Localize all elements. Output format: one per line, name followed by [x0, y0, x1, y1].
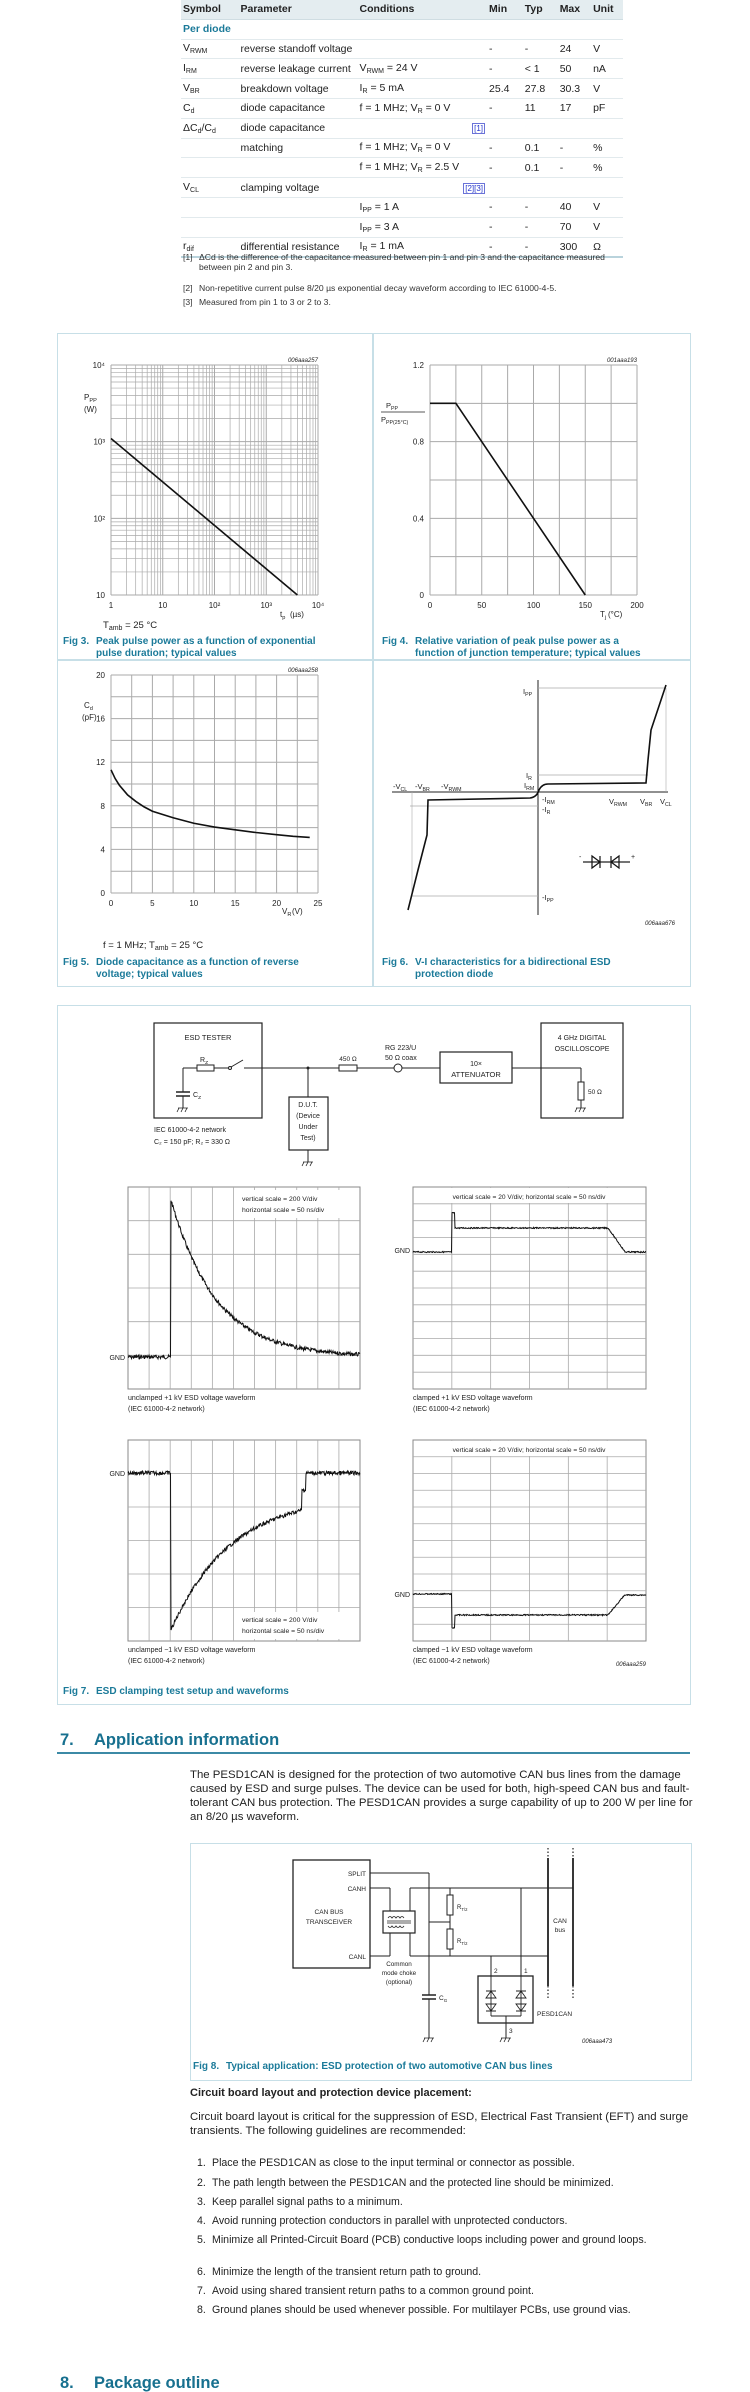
oscilloscope-label: OSCILLOSCOPE: [554, 1046, 610, 1053]
fig6-label-ipp: $I_{PP}$: [523, 687, 533, 698]
footnote-text: Measured from pin 1 to 3 or 2 to 3.: [199, 297, 331, 307]
condition: = 1 A: [371, 200, 399, 213]
fig5-y-tick: 0: [100, 889, 105, 898]
canh-pin-label: CANH: [347, 1886, 366, 1893]
parameter-cell: clamping voltage: [238, 178, 357, 198]
fig3-y-label: $P_{PP}$: [84, 393, 97, 404]
unit-cell: V: [591, 39, 623, 59]
list-number: 2.: [197, 2177, 206, 2189]
symbol-subscript: d: [197, 127, 202, 135]
waveform-caption: clamped +1 kV ESD voltage waveform: [413, 1395, 533, 1402]
list-item: [197, 2304, 692, 2317]
fig4-y-label-numerator-subscript: PP: [391, 406, 399, 412]
unit-cell: %: [591, 158, 623, 178]
esd-tester-label: ESD TESTER: [184, 1033, 232, 1042]
fig3-y-tick: 10³: [93, 437, 105, 447]
symbol: I: [183, 62, 186, 75]
fig6-label-ipp-subscript: PP: [525, 692, 533, 698]
min-cell: 25.4: [487, 79, 523, 99]
fig6-label-irm: $I_{RM}$: [524, 781, 535, 792]
waveform-caption: (IEC 61000-4-2 network): [128, 1658, 205, 1665]
fig3-y-label-subscript: PP: [89, 398, 97, 404]
min-cell: -: [487, 197, 523, 217]
fig4-x-tick: 200: [630, 601, 644, 610]
fig5-x-label-subscript: R: [287, 912, 292, 918]
list-number: 3.: [197, 2196, 206, 2208]
choke-label: (optional): [385, 1979, 413, 1986]
can-bus-label: bus: [554, 1927, 566, 1934]
min-cell: -: [487, 158, 523, 178]
fig6-caption: Fig 6. V-I characteristics for a bidirectional ESD protection diode: [382, 957, 611, 980]
max-cell: 50: [558, 59, 591, 79]
diode-icon-plus-label: +: [631, 854, 636, 861]
fig6-label-vbr-subscript: BR: [645, 802, 653, 808]
oscilloscope-label: 4 GHz DIGITAL: [557, 1035, 607, 1042]
list-text: Avoid running protection conductors in parallel with unprotected conductors.: [212, 2215, 568, 2227]
gnd-label: GND: [109, 1355, 125, 1362]
can-bus-label: CAN: [553, 1918, 567, 1925]
fig6-label-ir: $I_R$: [526, 771, 532, 782]
transceiver-label: TRANSCEIVER: [305, 1919, 353, 1926]
list-number: 1.: [197, 2157, 206, 2169]
ground-symbol: [177, 1108, 188, 1112]
layout-heading: Circuit board layout and protection device placement:: [190, 2087, 472, 2099]
ground-symbol: [423, 2038, 434, 2042]
horizontal-scale-label: horizontal scale = 50 ns/div: [242, 1628, 325, 1635]
fig4-x-unit: (°C): [608, 610, 623, 619]
footnote-text: ΔCd is the difference of the capacitance measured between pin 1 and pin 3 and the capacitance measured: [199, 252, 605, 262]
symbol-subscript: RWM: [190, 48, 208, 56]
rt-resistor-bottom: [447, 1929, 453, 1949]
list-text: Keep parallel signal paths to a minimum.: [212, 2196, 403, 2208]
waveform-caption: (IEC 61000-4-2 network): [128, 1406, 205, 1413]
attenuator-label: 10×: [470, 1061, 482, 1068]
unit-cell: V: [591, 217, 623, 237]
pin2-label: 2: [494, 1968, 498, 1975]
fig5-x-tick: 15: [230, 899, 240, 908]
fig5-y-tick: 8: [100, 801, 105, 811]
list-text: The path length between the PESD1CAN and the protected line should be minimized.: [212, 2177, 614, 2189]
rt-resistor-top: [447, 1895, 453, 1915]
footnote-number: [3]: [183, 297, 193, 307]
fig5-y-unit: (pF): [82, 713, 97, 722]
fig3-y-tick: 10⁴: [92, 361, 105, 370]
list-number: 8.: [197, 2304, 206, 2316]
fig6-label-nvcl: $-V_{CL}$: [393, 782, 408, 793]
scale-label: vertical scale = 20 V/div; horizontal scale = 50 ns/div: [452, 1194, 606, 1201]
horizontal-scale-label: horizontal scale = 50 ns/div: [242, 1207, 325, 1214]
waveform-caption: (IEC 61000-4-2 network): [413, 1658, 490, 1665]
device-label: PESD1CAN: [537, 2011, 573, 2018]
parameter-cell: reverse leakage current: [238, 59, 357, 79]
fig3-y-tick: 10: [96, 591, 105, 600]
dut-label: Under: [298, 1124, 318, 1131]
rz-label-subscript: Z: [205, 1061, 209, 1066]
pin1-label: 1: [524, 1968, 528, 1975]
unit-cell: pF: [591, 98, 623, 118]
typ-cell: 0.1: [523, 138, 558, 158]
max-cell: -: [558, 158, 591, 178]
common-mode-choke: [383, 1911, 415, 1933]
waveform-caption: (IEC 61000-4-2 network): [413, 1406, 490, 1413]
gnd-label: GND: [394, 1592, 410, 1599]
condition: I: [359, 82, 363, 95]
fig4-y-tick: 0: [419, 591, 424, 600]
waveform-caption: unclamped −1 kV ESD voltage waveform: [128, 1647, 256, 1654]
fig5-x-tick: 20: [272, 899, 282, 908]
list-text: Minimize the length of the transient return path to ground.: [212, 2266, 482, 2278]
dut-label: D.U.T.: [298, 1102, 318, 1109]
fig3-x-tick: 10⁴: [311, 601, 325, 610]
fig3-series-line: [111, 438, 297, 595]
fig4-code: 001aaa193: [606, 358, 637, 364]
section-8-heading: 8. Package outline: [60, 2374, 220, 2392]
typ-cell: -: [523, 237, 558, 257]
condition: = 0 V: [422, 141, 451, 154]
fig6-label-vbr: $V_{BR}$: [640, 797, 653, 808]
fig3-x-unit: (µs): [290, 610, 304, 619]
min-cell: -: [487, 217, 523, 237]
resistor-450-label: 450 Ω: [339, 1056, 357, 1063]
resistor-50-label: 50 Ω: [588, 1089, 602, 1096]
fig6-label-vrwm-subscript: RWM: [614, 802, 628, 808]
fig3-condition: $T_{amb} = 25$ °C: [103, 620, 158, 632]
column-header: Unit: [591, 0, 623, 19]
rz-label: $R_Z$: [200, 1057, 209, 1066]
fig6-iv-curve: [408, 685, 666, 910]
fig4-x-label-subscript: j: [604, 615, 607, 621]
parameter-cell: diode capacitance: [238, 118, 357, 138]
diode-icon-minus-label: -: [579, 854, 582, 861]
min-cell: -: [487, 237, 523, 257]
column-header: Conditions: [358, 0, 487, 19]
condition-subscript: R: [362, 246, 368, 254]
condition: f = 1 MHz; V: [359, 141, 418, 154]
split-pin-label: SPLIT: [347, 1871, 366, 1878]
symbol: C: [183, 101, 191, 114]
condition: I: [359, 200, 363, 213]
fig5-x-label: $V_R$: [282, 907, 292, 918]
waveform-caption: unclamped +1 kV ESD voltage waveform: [128, 1395, 256, 1402]
section-7-heading: 7. Application information: [60, 1731, 280, 1749]
fig5-caption: Fig 5. Diode capacitance as a function of reverse voltage; typical values: [63, 957, 299, 980]
typ-cell: -: [523, 197, 558, 217]
fig8-caption: Fig 8. Typical application: ESD protection of two automotive CAN bus lines: [193, 2061, 553, 2072]
unit-cell: V: [591, 197, 623, 217]
coax-symbol: [394, 1064, 402, 1072]
layout-paragraph: Circuit board layout is critical for the suppression of ESD, Electrical Fast Transient (EFT) and surge transients. The following guidelines are recommended:: [190, 2111, 689, 2137]
fig6-label-nirm-subscript: RM: [546, 800, 555, 806]
parameter-cell: diode capacitance: [238, 98, 357, 118]
condition: f = 1 MHz; V: [359, 161, 418, 174]
condition: = 0 V: [422, 101, 451, 114]
max-cell: -: [558, 138, 591, 158]
fig6-label-nirm: $-I_{RM}$: [542, 795, 555, 806]
unit-cell: %: [591, 138, 623, 158]
section-label: Per diode: [181, 19, 623, 39]
min-cell: -: [487, 39, 523, 59]
condition-subscript: R: [417, 167, 423, 175]
max-cell: 30.3: [558, 79, 591, 99]
list-item: [197, 2177, 692, 2190]
symbol-subscript: dif: [186, 246, 194, 254]
application-paragraph: The PESD1CAN is designed for the protection of two automotive CAN bus lines from the damage caused by ESD and surge pulses. The device can be used for both, high-speed CAN bus and fault-tolerant CAN bus protection. The PESD1CAN provides a surge capability of up to 200 W per line for an 8/20 µs waveform.: [190, 1769, 693, 1823]
fig5-x-unit: (V): [292, 907, 303, 916]
max-cell: 24: [558, 39, 591, 59]
min-cell: -: [487, 138, 523, 158]
condition: = 24 V: [383, 62, 418, 75]
vertical-scale-label: vertical scale = 200 V/div: [242, 1617, 318, 1624]
max-cell: 300: [558, 237, 591, 257]
condition: f = 1 MHz; V: [359, 101, 418, 114]
fig6-label-vcl-subscript: CL: [665, 802, 672, 808]
fig6-label-nvrwm-subscript: RWM: [448, 787, 462, 793]
unit-cell: V: [591, 79, 623, 99]
fig6-label-nvbr: $-V_{BR}$: [415, 782, 430, 793]
fig3-x-tick: 10²: [208, 601, 221, 610]
pin3-label: 3: [509, 2028, 513, 2035]
footnote-text: Non-repetitive current pulse 8/20 µs exponential decay waveform according to IEC 61000-4-5.: [199, 283, 557, 293]
symbol: V: [183, 42, 191, 55]
ground-symbol: [302, 1162, 313, 1166]
column-header: Min: [487, 0, 523, 19]
footnote-number: [2]: [183, 283, 193, 293]
fig4-y-tick: 1.2: [412, 361, 424, 370]
condition-subscript: PP: [362, 206, 372, 214]
fig3-code: 006aaa257: [287, 358, 318, 364]
450-ohm-resistor: [339, 1065, 357, 1071]
parameter-cell: reverse standoff voltage: [238, 39, 357, 59]
fig4-y-tick: 0.4: [412, 514, 424, 524]
list-number: 7.: [197, 2285, 206, 2297]
list-item: [197, 2196, 692, 2209]
waveform-caption: clamped −1 kV ESD voltage waveform: [413, 1647, 533, 1654]
list-item: [197, 2285, 692, 2298]
list-number: 5.: [197, 2234, 206, 2246]
fig6-label-ir-subscript: R: [528, 776, 532, 782]
ground-symbol: [575, 1108, 586, 1112]
choke-label: Common: [386, 1961, 412, 1968]
symbol-subscript: CL: [190, 187, 199, 195]
fig4-x-tick: 0: [427, 601, 433, 610]
min-cell: -: [487, 59, 523, 79]
fig4-caption: Fig 4. Relative variation of peak pulse power as a function of junction temperature; typical values: [382, 636, 641, 659]
fig6-label-nipp: $-I_{PP}$: [542, 893, 554, 904]
parameter-cell: breakdown voltage: [238, 79, 357, 99]
fig6-label-irm-subscript: RM: [526, 786, 535, 792]
list-text: Avoid using shared transient return paths to a common ground point.: [212, 2285, 534, 2297]
fig5-x-tick: 10: [189, 899, 199, 908]
section-rule: [57, 1752, 690, 1754]
fig7-caption: Fig 7. ESD clamping test setup and waveforms: [63, 1686, 289, 1697]
fig3-x-label-subscript: p: [282, 615, 286, 621]
symbol: ΔC: [183, 121, 198, 134]
unit-cell: nA: [591, 59, 623, 79]
fig6-label-nvrwm: $-V_{RWM}$: [441, 782, 462, 793]
list-number: 4.: [197, 2215, 206, 2227]
fig5-y-tick: 4: [100, 845, 105, 855]
ground-symbol: [500, 2038, 511, 2042]
fig4-x-tick: 50: [477, 601, 487, 610]
fig3-caption: Fig 3. Peak pulse power as a function of exponential pulse duration; typical values: [63, 636, 316, 659]
fig5-y-label: $C_d$: [84, 701, 93, 712]
scale-label: vertical scale = 20 V/div; horizontal scale = 50 ns/div: [452, 1447, 606, 1454]
typ-cell: 0.1: [523, 158, 558, 178]
cg-label: $C_G$: [439, 1995, 448, 2003]
fig3-x-tick: 1: [108, 601, 114, 610]
fig7-code: 006aaa259: [615, 1662, 646, 1668]
min-cell: -: [487, 98, 523, 118]
condition-subscript: R: [417, 107, 423, 115]
gnd-label: GND: [394, 1248, 410, 1255]
condition: I: [359, 240, 363, 253]
parameter-cell: differential resistance: [238, 237, 357, 257]
attenuator-label: ATTENUATOR: [451, 1070, 501, 1079]
fig3-x-tick: 10³: [260, 601, 273, 610]
fig5-y-label-subscript: d: [89, 706, 93, 712]
typ-cell: -: [523, 217, 558, 237]
list-text: Place the PESD1CAN as close to the input terminal or connector as possible.: [212, 2157, 575, 2169]
fig4-x-tick: 100: [526, 601, 541, 610]
fig5-y-tick: 12: [96, 758, 105, 768]
condition: = 5 mA: [367, 82, 405, 95]
max-cell: 70: [558, 217, 591, 237]
fig4-x-label: $T_j$: [600, 610, 607, 621]
fig6-label-nvbr-subscript: BR: [422, 787, 430, 793]
cz-label-subscript: Z: [198, 1096, 202, 1101]
footnote-ref-link[interactable]: [2][3]: [465, 183, 484, 193]
symbol: V: [183, 181, 191, 194]
fig4-y-tick: 0.8: [412, 437, 424, 447]
column-header: Max: [558, 0, 591, 19]
column-header: Parameter: [238, 0, 357, 19]
list-text: Minimize all Printed-Circuit Board (PCB) conductive loops including power and ground loops.: [212, 2234, 647, 2246]
list-item: [197, 2215, 692, 2228]
fig8-code: 006aaa473: [582, 2039, 613, 2045]
condition-subscript: R: [362, 88, 368, 96]
condition: = 1 mA: [367, 240, 405, 253]
typ-cell: -: [523, 39, 558, 59]
fig5-condition: f = 1 MHz; $T_{amb} = 25$ °C: [103, 940, 204, 952]
rt-label-subscript: T/2: [461, 1941, 468, 1946]
dut-label: (Device: [296, 1113, 320, 1120]
column-header: Typ: [523, 0, 558, 19]
fig4-y-label-denominator-subscript: PP(25°C): [386, 420, 409, 426]
tvs-diode-pair: [486, 1976, 496, 2016]
symbol-subscript: d: [212, 127, 216, 135]
fig3-x-label: $t_p$: [280, 610, 286, 621]
fig6-label-nvcl-subscript: CL: [400, 787, 408, 793]
canl-pin-label: CANL: [348, 1954, 366, 1961]
iec-values-label: C₂ = 150 pF; R₂ = 330 Ω: [154, 1139, 231, 1146]
fig5-x-tick: 25: [313, 899, 323, 908]
typ-cell: 11: [523, 98, 558, 118]
fig5-x-tick: 5: [150, 899, 155, 908]
fig5-y-tick: 16: [96, 714, 105, 724]
footnote-text: between pin 2 and pin 3.: [199, 262, 293, 272]
symbol-subscript: BR: [190, 88, 200, 96]
parameter-cell: matching: [238, 138, 357, 158]
rt-label-subscript: T/2: [461, 1907, 468, 1912]
cz-label: $C_Z$: [193, 1092, 202, 1101]
fig6-label-nir: $-I_R$: [542, 805, 551, 816]
typ-cell: < 1: [523, 59, 558, 79]
switch-blade: [231, 1060, 243, 1067]
symbol-subscript: d: [190, 107, 195, 115]
symbol: r: [183, 240, 187, 253]
choke-label: mode choke: [381, 1970, 417, 1977]
condition: V: [359, 62, 367, 75]
condition: = 3 A: [371, 220, 399, 233]
fig6-label-vrwm: $V_{RWM}$: [609, 797, 628, 808]
rt-label: $R_{T/2}$: [457, 1905, 468, 1912]
list-text: Ground planes should be used whenever possible. For multilayer PCBs, use ground vias.: [212, 2304, 631, 2316]
fig5-x-tick: 0: [108, 899, 114, 908]
fig5-code: 006aaa258: [287, 668, 318, 674]
tvs-diode-pair: [516, 1976, 526, 2016]
typ-cell: 27.8: [523, 79, 558, 99]
vertical-scale-label: vertical scale = 200 V/div: [242, 1196, 318, 1203]
fig4-y-label-numerator: $P_{PP}$: [386, 401, 399, 412]
dut-label: Test): [300, 1135, 316, 1142]
rt-label: $R_{T/2}$: [457, 1939, 468, 1946]
fig3-y-unit: (W): [84, 405, 97, 414]
column-header: Symbol: [181, 0, 238, 19]
condition: I: [359, 220, 363, 233]
cg-label-subscript: G: [443, 1998, 448, 2003]
footnote-ref-link[interactable]: [1]: [474, 124, 484, 134]
symbol: V: [183, 82, 191, 95]
condition: = 2.5 V: [422, 161, 460, 174]
fig4-x-tick: 150: [578, 601, 592, 610]
list-item: [197, 2157, 692, 2170]
fig3-x-tick: 10: [158, 601, 168, 610]
gnd-label: GND: [109, 1471, 125, 1478]
transceiver-label: CAN BUS: [314, 1909, 344, 1916]
fig3-y-tick: 10²: [93, 514, 105, 524]
max-cell: 17: [558, 98, 591, 118]
bidirectional-diode-icon: [583, 856, 630, 868]
symbol-subscript: RM: [185, 68, 197, 76]
list-item: [197, 2266, 692, 2279]
condition-subscript: R: [417, 147, 423, 155]
fig6-label-nipp-subscript: PP: [546, 898, 554, 904]
fig6-label-nir-subscript: R: [546, 810, 551, 816]
symbol: /C: [201, 121, 213, 134]
footnote-number: [1]: [183, 252, 193, 262]
coax-label: RG 223/U: [385, 1045, 417, 1052]
condition-subscript: RWM: [366, 68, 384, 76]
fig6-label-vcl: $V_{CL}$: [660, 797, 672, 808]
list-number: 6.: [197, 2266, 206, 2278]
max-cell: 40: [558, 197, 591, 217]
condition-subscript: PP: [362, 226, 372, 234]
unit-cell: Ω: [591, 237, 623, 257]
fig5-y-tick: 20: [96, 671, 105, 680]
fig6-code: 006aaa676: [644, 921, 675, 927]
50-ohm-resistor: [578, 1082, 584, 1100]
list-item: [197, 2234, 692, 2247]
iec-network-label: IEC 61000-4-2 network: [154, 1127, 226, 1134]
coax-label: 50 Ω coax: [385, 1055, 417, 1062]
fig4-y-label-denominator: $P_{PP(25^\circ C)}$: [381, 415, 409, 426]
